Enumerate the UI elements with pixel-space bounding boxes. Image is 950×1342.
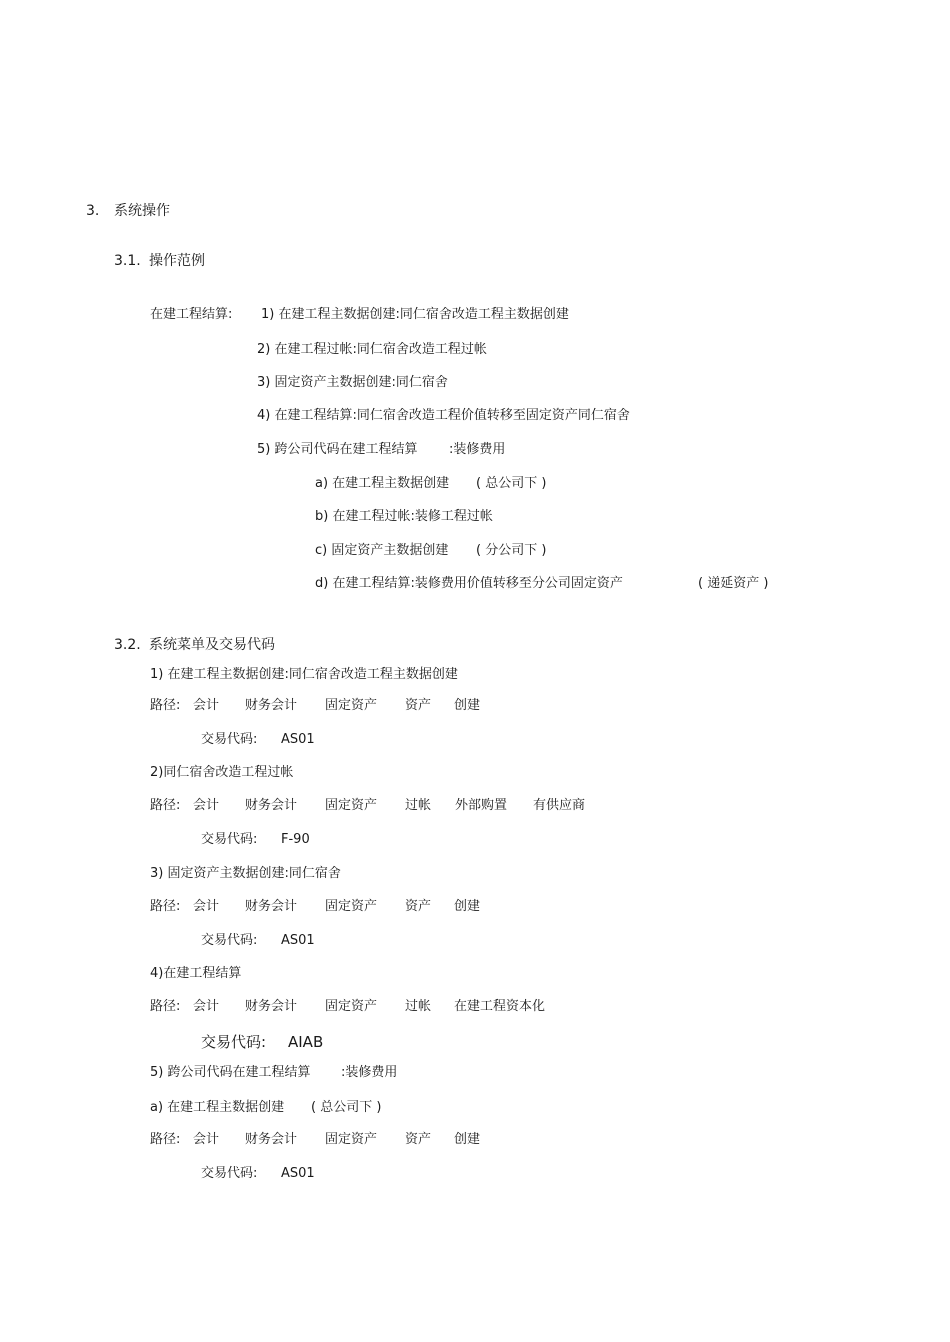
code-label: 交易代码: [201, 1166, 258, 1181]
path-step: 资产 [405, 1132, 432, 1147]
path-step: 资产 [405, 899, 432, 914]
path-step: 在建工程资本化 [454, 999, 546, 1014]
path-step: 资产 [405, 698, 432, 713]
menu-block-subtitle-note: ( 总公司下 ) [311, 1100, 382, 1115]
path-step: 会计 [193, 798, 220, 813]
code-label: 交易代码: [201, 832, 258, 847]
path-step: 会计 [193, 698, 220, 713]
transaction-code: AS01 [281, 1166, 315, 1181]
menu-block-title: 5) 跨公司代码在建工程结算 [150, 1065, 311, 1080]
path-step: 财务会计 [245, 798, 298, 813]
path-step: 过帐 [405, 798, 432, 813]
example-subitem: b) 在建工程过帐:装修工程过帐 [315, 509, 493, 524]
transaction-code: AS01 [281, 732, 315, 747]
path-step: 创建 [454, 899, 481, 914]
path-step: 固定资产 [325, 698, 378, 713]
path-step: 固定资产 [325, 798, 378, 813]
example-item: 4) 在建工程结算:同仁宿舍改造工程价值转移至固定资产同仁宿舍 [257, 408, 630, 423]
path-step: 财务会计 [245, 999, 298, 1014]
path-label: 路径: [150, 798, 181, 813]
path-step: 财务会计 [245, 698, 298, 713]
menu-block-title: 1) 在建工程主数据创建:同仁宿舍改造工程主数据创建 [150, 667, 458, 682]
menu-block-subtitle: a) 在建工程主数据创建 [150, 1100, 285, 1115]
subsection-number: 3.2. [114, 637, 141, 653]
path-label: 路径: [150, 999, 181, 1014]
subsection-title: 系统菜单及交易代码 [149, 637, 275, 653]
path-step: 会计 [193, 999, 220, 1014]
transaction-code: AIAB [288, 1033, 324, 1051]
example-subitem: c) 固定资产主数据创建 [315, 543, 449, 558]
path-label: 路径: [150, 899, 181, 914]
example-subitem-note: ( 递延资产 ) [698, 576, 769, 591]
path-step: 外部购置 [455, 798, 508, 813]
section-number: 3. [86, 203, 100, 219]
path-step: 固定资产 [325, 899, 378, 914]
subsection-title: 操作范例 [149, 253, 205, 269]
menu-block-title: 2)同仁宿舍改造工程过帐 [150, 765, 294, 780]
path-label: 路径: [150, 1132, 181, 1147]
example-item: 1) 在建工程主数据创建:同仁宿舍改造工程主数据创建 [261, 307, 569, 322]
path-step: 固定资产 [325, 999, 378, 1014]
path-step: 会计 [193, 1132, 220, 1147]
menu-block-title: 4)在建工程结算 [150, 966, 242, 981]
example-lead: 在建工程结算: [150, 307, 233, 322]
path-step: 会计 [193, 899, 220, 914]
menu-block-title-suffix: :装修费用 [341, 1065, 398, 1080]
path-step: 固定资产 [325, 1132, 378, 1147]
menu-block-title: 3) 固定资产主数据创建:同仁宿舍 [150, 866, 341, 881]
path-step: 过帐 [405, 999, 432, 1014]
transaction-code: F-90 [281, 832, 310, 847]
path-step: 财务会计 [245, 1132, 298, 1147]
code-label: 交易代码: [201, 933, 258, 948]
code-label: 交易代码: [201, 1033, 267, 1051]
example-item: 5) 跨公司代码在建工程结算 [257, 442, 418, 457]
example-item: 3) 固定资产主数据创建:同仁宿舍 [257, 375, 448, 390]
example-subitem: d) 在建工程结算:装修费用价值转移至分公司固定资产 [315, 576, 623, 591]
path-step: 有供应商 [533, 798, 586, 813]
section-title: 系统操作 [114, 203, 170, 219]
example-subitem-note: ( 分公司下 ) [476, 543, 547, 558]
path-step: 创建 [454, 1132, 481, 1147]
transaction-code: AS01 [281, 933, 315, 948]
subsection-number: 3.1. [114, 253, 141, 269]
example-item-suffix: :装修费用 [449, 442, 506, 457]
path-step: 创建 [454, 698, 481, 713]
example-subitem: a) 在建工程主数据创建 [315, 476, 450, 491]
example-item: 2) 在建工程过帐:同仁宿舍改造工程过帐 [257, 342, 487, 357]
code-label: 交易代码: [201, 732, 258, 747]
path-step: 财务会计 [245, 899, 298, 914]
example-subitem-note: ( 总公司下 ) [476, 476, 547, 491]
path-label: 路径: [150, 698, 181, 713]
